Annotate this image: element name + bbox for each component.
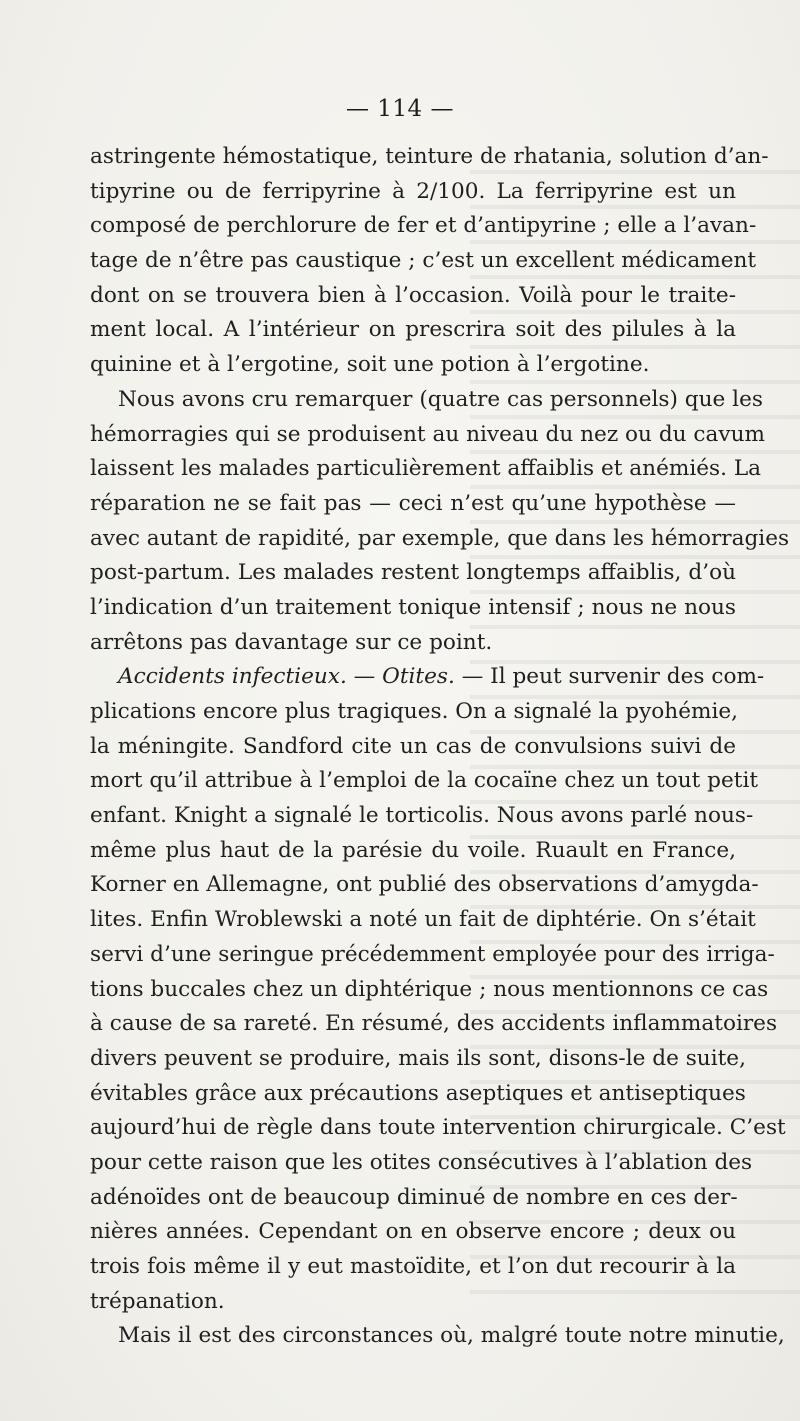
text-line: ment local. A l’intérieur on prescrira soit des pilules à la (90, 317, 736, 343)
text-line: pour cette raison que les otites consécutives à l’ablation des (90, 1149, 753, 1175)
page-number: — 114 — (345, 96, 455, 122)
text-line: astringente hémostatique, teinture de rhatania, solution d’an- (90, 144, 769, 169)
text-line: Mais il est des circonstances où, malgré toute notre minutie, (118, 1323, 785, 1349)
dash-separator: — (346, 664, 383, 690)
text-line: Nous avons cru remarquer (quatre cas personnels) que les (118, 386, 763, 412)
text-line: quinine et à l’ergotine, soit une potion à l’ergotine. (90, 352, 650, 378)
text-line: tipyrine ou de ferripyrine à 2/100. La ferripyrine est un (90, 178, 736, 204)
text-line: composé de perchlorure de fer et d’antipyrine ; elle a l’avan- (90, 213, 757, 239)
text-line: tage de n’être pas caustique ; c’est un excellent médicament (90, 248, 757, 274)
text-line: réparation ne se fait pas — ceci n’est qu’une hypothèse — (90, 490, 736, 516)
text-line: hémorragies qui se produisent au niveau du nez ou du cavum (90, 421, 765, 447)
subheading-italic: Otites. (382, 664, 455, 690)
text-line: avec autant de rapidité, par exemple, que dans les hémorragies (90, 525, 790, 551)
text-line: plications encore plus tragiques. On a signalé la pyohémie, (90, 699, 739, 724)
section-heading-italic: Accidents infectieux. (118, 664, 347, 690)
text-line: trois fois même il y eut mastoïdite, et l’on dut recourir à la (90, 1254, 736, 1279)
text-line: enfant. Knight a signalé le torticolis. Nous avons parlé nous- (90, 803, 754, 829)
text-line: la méningite. Sandford cite un cas de convulsions suivi de (90, 733, 736, 759)
text-line: même plus haut de la parésie du voile. Ruault en France, (90, 837, 736, 863)
text-line: trépanation. (90, 1288, 225, 1314)
text-line: post-partum. Les malades restent longtemps affaiblis, d’où (90, 560, 736, 586)
text-line: nières années. Cependant on en observe encore ; deux ou (90, 1219, 736, 1245)
text-line: divers peuvent se produire, mais ils sont, disons-le de suite, (90, 1045, 746, 1071)
text-line: l’indication d’un traitement tonique intensif ; nous ne nous (90, 594, 736, 620)
text-line: aujourd’hui de règle dans toute intervention chirurgicale. C’est (90, 1115, 786, 1141)
text-line (90, 660, 765, 695)
text-line: lites. Enfin Wroblewski a noté un fait de diphtérie. On s’était (90, 907, 756, 933)
text-line: mort qu’il attribue à l’emploi de la cocaïne chez un tout petit (90, 768, 759, 794)
text-line: évitables grâce aux précautions aseptiques et antiseptiques (90, 1080, 746, 1106)
text-line: servi d’une seringue précédemment employée pour des irriga- (90, 941, 775, 967)
text-line: dont on se trouvera bien à l’occasion. Voilà pour le traite- (90, 282, 736, 308)
text-run: — Il peut survenir des com- (454, 664, 765, 690)
text-line: arrêtons pas davantage sur ce point. (90, 629, 493, 655)
body-text (90, 140, 790, 1354)
text-line: à cause de sa rareté. En résumé, des accidents inflammatoires (90, 1011, 778, 1037)
text-line: adénoïdes ont de beaucoup diminué de nombre en ces der- (90, 1184, 738, 1210)
text-line: Korner en Allemagne, ont publié des observations d’amygda- (90, 872, 759, 898)
text-line: laissent les malades particulièrement affaiblis et anémiés. La (90, 456, 762, 482)
text-line: tions buccales chez un diphtérique ; nous mentionnons ce cas (90, 976, 769, 1002)
